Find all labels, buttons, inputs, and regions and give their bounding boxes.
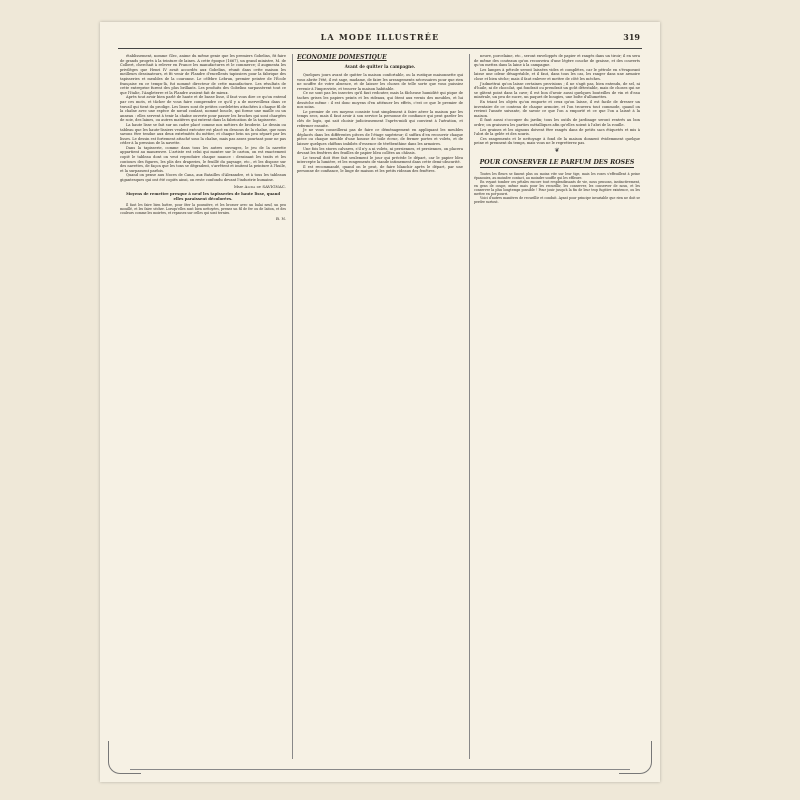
paragraph: établissement, nomme Glec, anime du même genie que les premiers Gobelins, fit faire de grands progrès à la teinture de laines. A cette époque (1667), un grand ministre, M. de Colbert, cherchait à relever en France les manufactures et le commerce; il augmenta les privilèges que Henri IV avait accordés aux Gobelins, réunit dans cette maison les meilleurs dessinateurs, et fit venir de Flandre d'excellents tapissiers pour la fabrique des tapisseries et meubles de la couronne. Le célèbre Lebrun, premier peintre de l'École française en ce temps-là, fut nommé directeur de cette manufacture. Les résultats de cette entreprise furent des plus brillants. Les produits des Gobelins surpassèrent tout ce que l'Italie, l'Angleterre et la Flandre avaient fait de mieux. — [120, 54, 286, 95]
paragraph: J'admettrai qu'on laisse certaines provisions ; il ne s'agit pas, bien entendu, de sel, ni d'huile, ni de chocolat, qui fondrait ou prendrait un goût détestable, mais de choses qui ne se gâtent point dans la cave; il est bon d'avoir aussi quelques bouteilles de vin et d'eau minérale, un peu de sucre, un paquet de bougies, une boîte d'allumettes. — [474, 81, 640, 100]
paragraph: Ce ne sont pas les insectes qu'il faut redouter, mais la fâcheuse humidité qui pique de taches grises les papiers peints et les rideaux, qui ôtent aux vernis des meubles, et lui dessèche même : il est donc moyens d'en atténuer les effets, c'est ce que le premier de nos soins. — [297, 91, 463, 110]
column-divider — [469, 54, 470, 759]
header-rule — [118, 48, 642, 49]
column-3 — [474, 54, 640, 759]
paragraph: Les lampes à pétrole seront laissées vides et complètes, car le pétrole en s'évaporant laisse une odeur désagréable, et il faut, dans tous les cas, les ranger dans une armoire close et bien sèche; mais il faut enlever et mettre de côté les mèches. — [474, 67, 640, 81]
rose-title-text: POUR CONSERVER LE PARFUM DES ROSES — [479, 159, 635, 167]
paragraph: Quand on pense aux Noces de Cana, aux Batailles d'Alexandre, et à tous les tableaux gigantesques qui ont été copiés ainsi, on reste confondu devant l'industrie humaine. — [120, 173, 286, 183]
paragraph: Après tout avoir bien parlé de haute et de basse lisse, il faut vous dire ce qu'on entend par ces mots, et tâcher de vous faire comprendre ce qu'il y a de merveilleux dans ce travail qui tient du prodige. Les lisses sont de petites cordelettes attachées à chaque fil de la chaîne avec une espèce de nœud coulant, nommé boucle, qui forme une maille ou un anneau : elles servent à tenir la chaîne ouverte pour passer les broches qui sont chargées de soie, des laines, ou autres matières qui entrent dans la fabrication de la tapisserie. — [120, 95, 286, 123]
ornament-corner-left — [108, 741, 141, 774]
magazine-title: LA MODE ILLUSTRÉE — [320, 32, 440, 42]
ornament-divider: ❦ — [554, 146, 560, 154]
paragraph: Une fois les stores calvares, s'il n'y a ni volets, ni persiennes, et persiennes, on placera devant les fenêtres des feuilles de papier bleu collées au châssis. — [297, 146, 463, 156]
note-text: Il faut les faire bien battre, pour ôter la poussière, et les brosser avec un balai neuf, un peu mouillé, et les faire sécher. Lorsqu'elles sont bien nettoyées, prenez un fil de fer ou de laiton, et des couleurs comme les moirées, et repassez sur celles qui sont ternies. — [120, 203, 286, 216]
author-signature: Mme Alida de SAVIGNAC. — [233, 183, 286, 189]
rose-section-title — [474, 159, 640, 168]
paragraph: Dans la tapisserie, comme dans tous les autres ouvrages, le jeu de la navette appartient au manœuvre. L'artiste est celui qui montre sur le carton, on est exactement copié le tableau dont on veut reproduire chaque nuance : dessinant les traits et les contours des figures, les plis des draperies, le feuillé du paysage, etc., et les dispose sur des navettes, de façon que les tons se dégradent, s'arrêtent et imitent la peinture à l'huile, et la surpassent parfois. — [120, 145, 286, 173]
paragraph: Les graines et les oignons doivent être rangés dans de petits sacs étiquetés et mis à l'abri de la gelée et des souris. — [474, 127, 640, 137]
note-title: Moyens de remettre presque à neuf les tapisseries de haute lisse, quand elles paraissent décolorées. — [125, 191, 281, 201]
note-signature: B. N. — [276, 216, 286, 222]
paragraph: Il est recommandé, quand on le peut, de faire blanchir après le départ, par une personne de confiance, le linge de maison et les petits rideaux des fenêtres. — [297, 164, 463, 174]
paragraph: Quelques jours avant de quitter la maison confortable, ou la rustique maisonnette qui vous abrite l'été, il est sage, madame, de faire les arrangements nécessaires pour que rien ne souffre de votre absence, et de laisser les choses de telle sorte que vous puissiez revenir à l'improviste, et trouver la maison habitable. — [297, 73, 463, 91]
page-header — [100, 32, 660, 48]
paragraph: Toutes les fleurs se fanent plus ou moins vite sur leur tige, mais les roses s'effeuillent à peine épanouies, au moindre contact, au moindre souffle qui les effleure. — [474, 172, 640, 181]
paragraph: Le premier de ces moyens consiste tout simplement à faire aérer la maison par les temps secs, mais il faut avoir à son service la personne de confiance qui peut garder les clés de logis, qui sait choisir judicieusement l'après-midi qui convient à l'aération, et refermer ensuite. — [297, 109, 463, 128]
column-2 — [297, 54, 463, 759]
magazine-page — [100, 22, 660, 782]
page-number: 319 — [623, 32, 640, 42]
paragraph: Il faut aussi s'occuper du jardin; tous les outils de jardinage seront rentrés au bon ordre; on graissera les parties métalliques afin qu'elles soient à l'abri de la rouille. — [474, 118, 640, 127]
column-1 — [120, 54, 286, 759]
section-title: ÉCONOMIE DOMESTIQUE — [297, 54, 387, 61]
column-divider — [292, 54, 293, 759]
ornament-corner-right — [619, 741, 652, 774]
paragraph: Le travail doit être fait seulement le jour qui précède le départ, car le papier bleu intercepte la lumière, et les rongements de viande intimement dans cette demi-obscurité. — [297, 155, 463, 165]
footer-rule — [130, 769, 630, 770]
paragraph: Je ne vous conseillerai pas de faire ce déménagement en appliquant les meubles déplacés dans les différentes pièces de l'étage supérieur; il suffira d'en recouvrir chaque pièce ou chaque meuble d'une housse de toile écrue, de fermer portes et volets, et de laisser quelques chiffons imbibés d'essence de térébenthine dans les armoires. — [297, 128, 463, 146]
section-subtitle: Avant de quitter la campagne. — [344, 64, 416, 69]
paragraph: En voyant tomber ces pétales encore tout resplendissants de vie, nous pensons, instinctivement, en gens de coupe, même mais pour les recueillir, les conserver, les conserver de nous, et les conserver la plus longtemps possible ! Pour jouir jusqu'à la fin de leur trop fugitive existence, ou les mettre en pot-pourri. — [474, 180, 640, 197]
paragraph: Voici d'autres manières de recueillir et conduit. Ayant pour principe invariable que rien ne doit se perdre surtout. — [474, 196, 640, 205]
paragraph: Ces rangements et le nettoyage à fond de la maison donnent évidemment quelque peine et prennent du temps, mais vous ne le regretterez pas. — [474, 136, 640, 146]
paragraph: La haute lisse se fait sur un cadre placé comme nos métiers de broderie. Le dessin ou tableau que les haute-lissiers veulent exécuter est placé en dessous de la chaîne, que nous savons être tendue aux deux extrémités du métier, et chaque brin un peu séparé par les lisses. Le dessin est fortement attaché sous la chaîne, mais pas assez pourtant pour ne pas céder à la pression de la navette. — [120, 122, 286, 146]
paragraph: En triant les objets qu'on emporte et ceux qu'on laisse, il est facile de dresser un inventaire de ce contenu de chaque armoire, et l'on trouvera tout commode, quand on revient l'année suivante, de savoir ce que l'on a emporté et ce que l'on a laissé à la maison. — [474, 99, 640, 118]
paragraph: neuve, porcelaine, etc., seront enveloppés de papier et rangés dans un tiroir; il en sera de même des couteaux qu'on recouvrira d'une légère couche de graisse, et des couverts qu'on mettra dans la laine à la campagne. — [474, 54, 640, 68]
